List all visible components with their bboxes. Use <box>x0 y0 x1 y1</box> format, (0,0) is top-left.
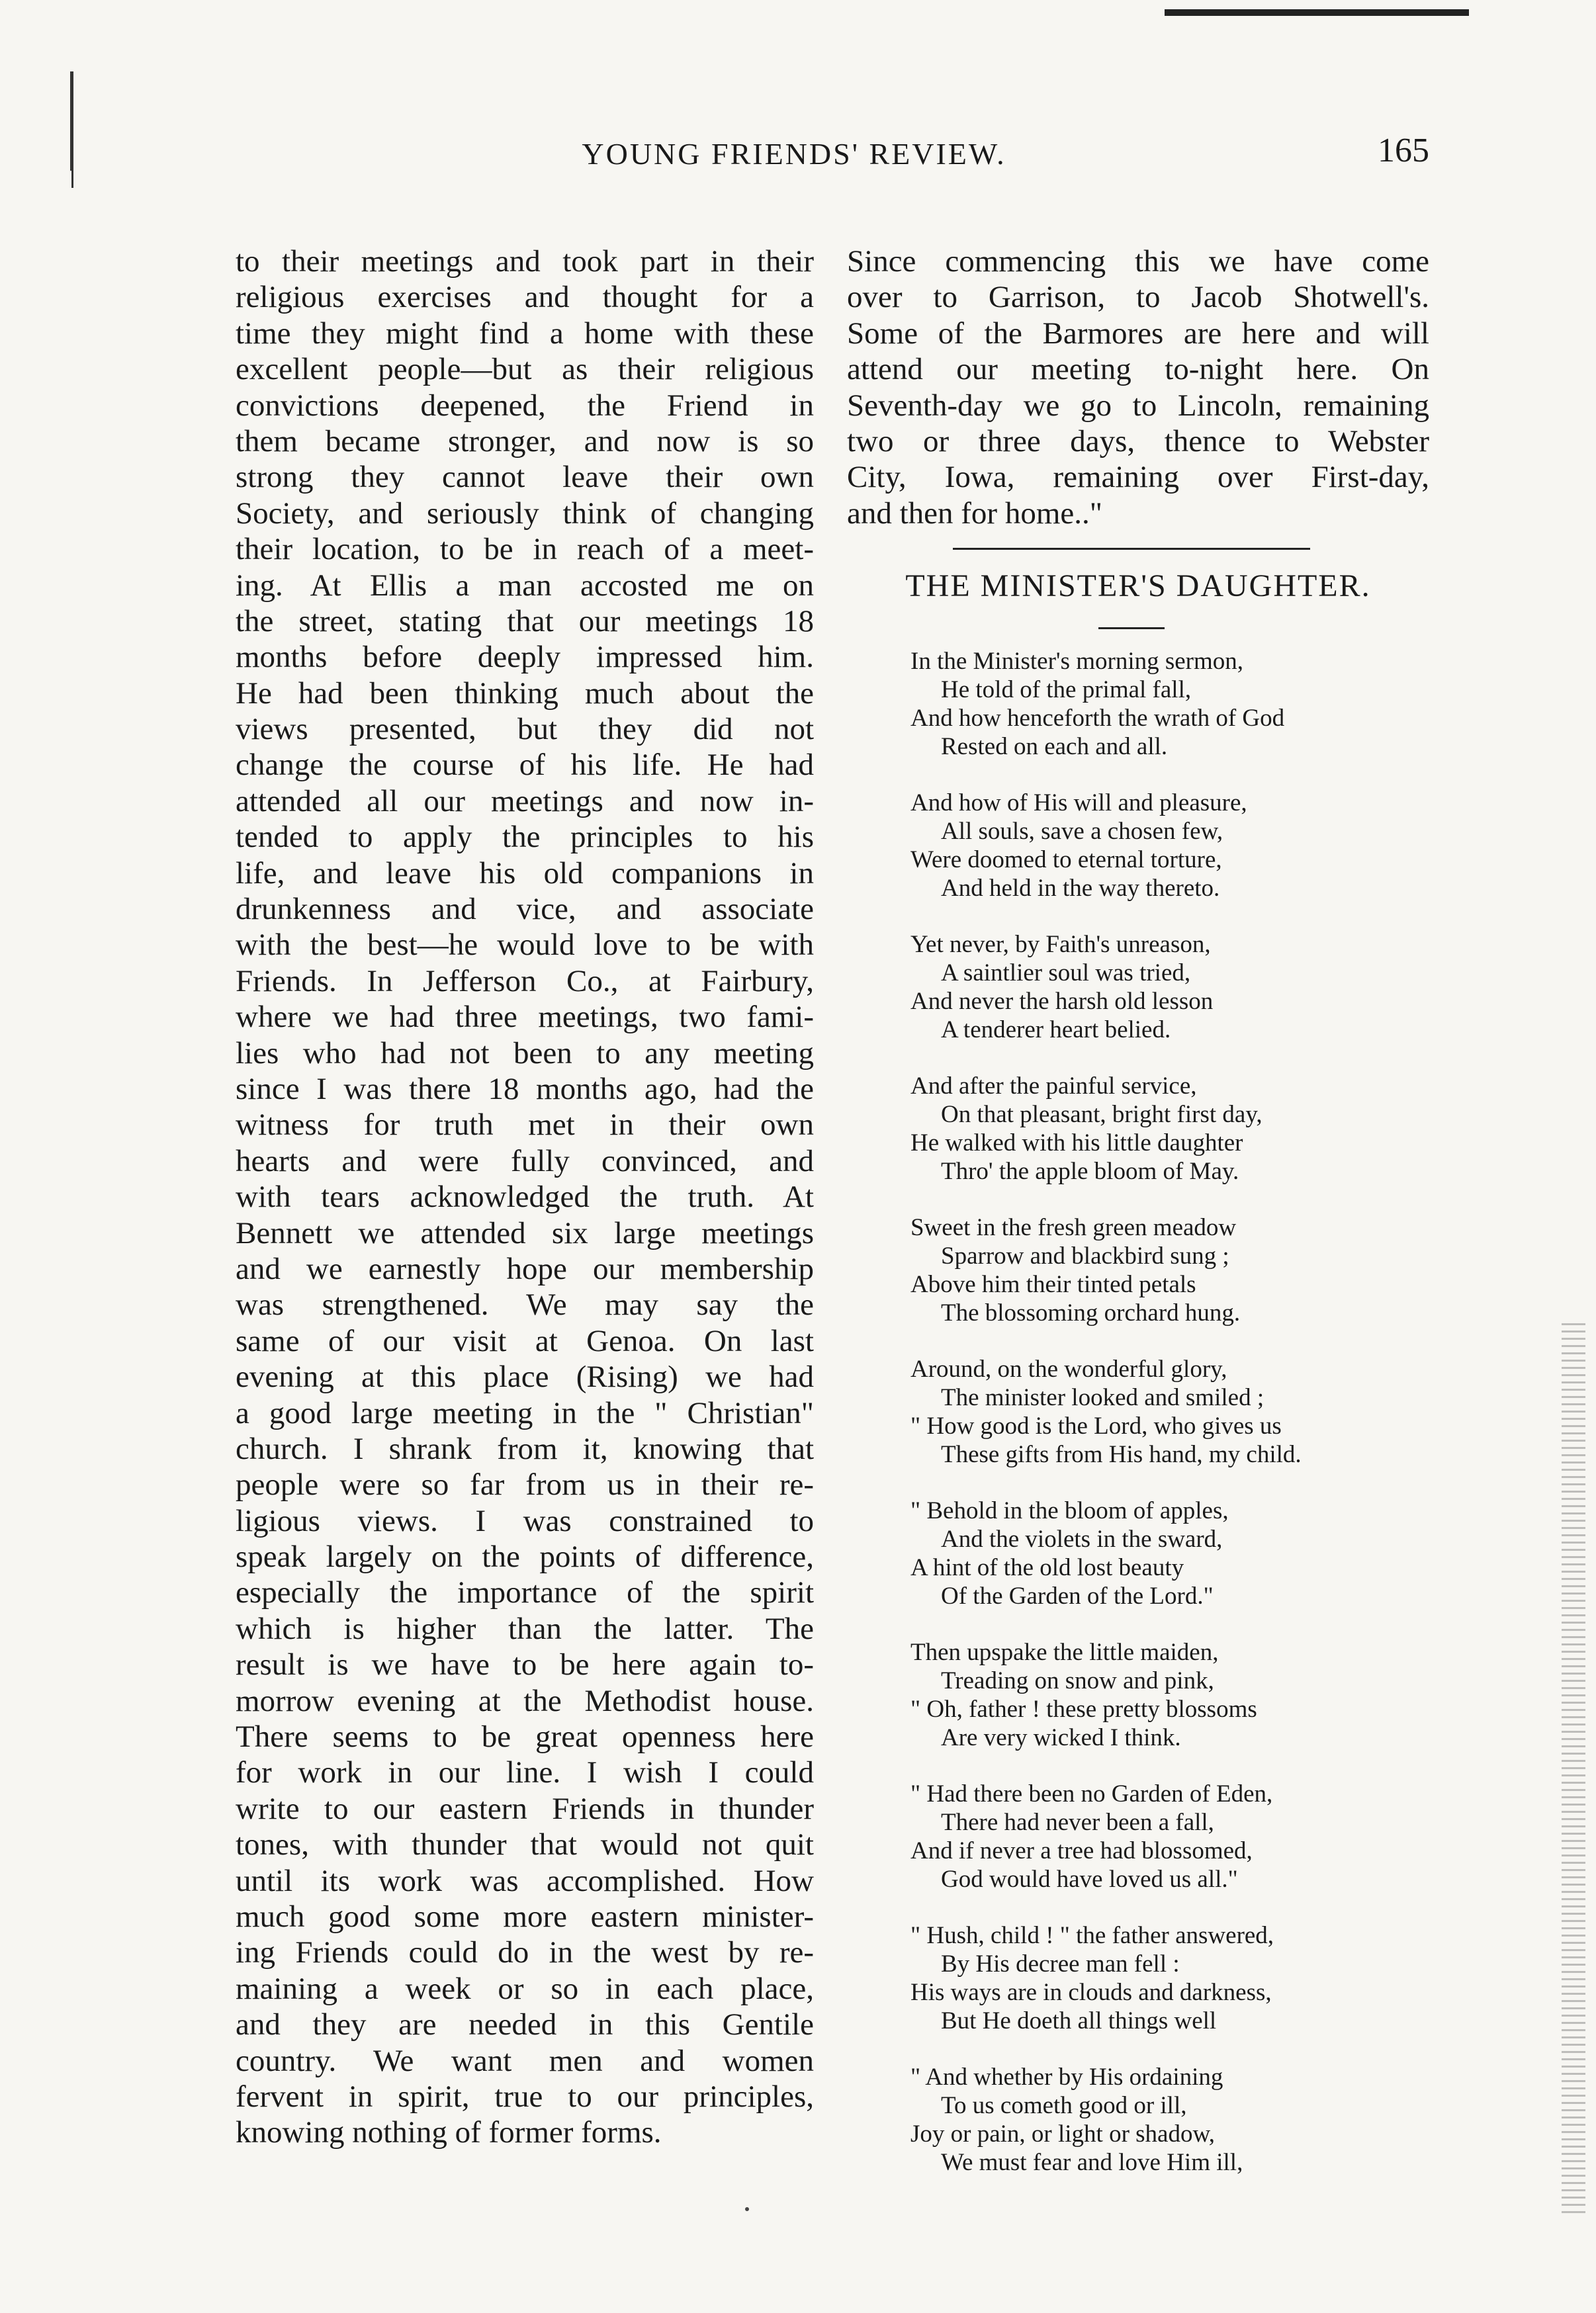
text-line: and they are needed in this Gentile <box>236 2007 814 2042</box>
text-line: drunkenness and vice, and associate <box>236 892 814 927</box>
section-divider <box>953 548 1310 550</box>
poem-line: A saintlier soul was tried, <box>941 959 1191 986</box>
poem-line: Yet never, by Faith's unreason, <box>910 931 1211 958</box>
text-line: ligious views. I was constrained to <box>236 1503 814 1538</box>
poem-line: Then upspake the little maiden, <box>910 1639 1219 1666</box>
text-line: people were so far from us in their re- <box>236 1467 814 1503</box>
poem-line: Treading on snow and pink, <box>941 1667 1214 1694</box>
poem-line: By His decree man fell : <box>941 1950 1180 1978</box>
poem-line: To us cometh good or ill, <box>941 2092 1187 2119</box>
text-line: their location, to be in reach of a meet- <box>236 532 814 567</box>
text-line: and we earnestly hope our membership <box>236 1251 814 1286</box>
text-line: to their meetings and took part in their <box>236 244 814 279</box>
poem-line: In the Minister's morning sermon, <box>910 648 1244 675</box>
poem-line: He told of the primal fall, <box>941 676 1192 703</box>
text-line: where we had three meetings, two fami- <box>236 1000 814 1035</box>
text-line: especially the importance of the spirit <box>236 1575 814 1610</box>
text-line: Society, and seriously think of changing <box>236 496 814 531</box>
poem-line: The blossoming orchard hung. <box>941 1299 1241 1327</box>
running-title: YOUNG FRIENDS' REVIEW. <box>582 137 1006 171</box>
text-line: was strengthened. We may say the <box>236 1287 814 1323</box>
text-line: Friends. In Jefferson Co., at Fairbury, <box>236 963 814 998</box>
scan-speck <box>745 2207 749 2211</box>
text-line: Since commencing this we have come <box>847 244 1429 279</box>
text-line: a good large meeting in the " Christian" <box>236 1395 814 1430</box>
poem-line: We must fear and love Him ill, <box>941 2149 1243 2176</box>
text-line: hearts and were fully convinced, and <box>236 1143 814 1178</box>
text-line: since I was there 18 months ago, had the <box>236 1071 814 1106</box>
text-line: attended all our meetings and now in- <box>236 783 814 818</box>
text-line: maining a week or so in each place, <box>236 1971 814 2006</box>
text-line: excellent people—but as their religious <box>236 352 814 387</box>
poem-line: Joy or pain, or light or shadow, <box>910 2120 1216 2148</box>
left-column <box>236 243 814 2151</box>
scan-edge-artifact <box>1562 1323 1585 2216</box>
poem-line: And after the painful service, <box>910 1072 1197 1100</box>
poem-line: Above him their tinted petals <box>910 1271 1196 1298</box>
text-line: convictions deepened, the Friend in <box>236 388 814 423</box>
title-underline <box>1098 627 1165 629</box>
poem-stanza <box>910 1780 1440 1894</box>
top-rule <box>1165 9 1469 16</box>
text-line: same of our visit at Genoa. On last <box>236 1323 814 1358</box>
text-line: months before deeply impressed him. <box>236 640 814 675</box>
text-line: lies who had not been to any meeting <box>236 1035 814 1070</box>
poem-line: Around, on the wonderful glory, <box>910 1356 1227 1383</box>
poem-line: " And whether by His ordaining <box>910 2064 1223 2091</box>
page-number: 165 <box>1378 132 1429 169</box>
poem-line: Were doomed to eternal torture, <box>910 846 1222 873</box>
text-line: Some of the Barmores are here and will <box>847 316 1429 351</box>
text-line: tended to apply the principles to his <box>236 820 814 855</box>
poem-stanza <box>910 647 1440 761</box>
text-line: over to Garrison, to Jacob Shotwell's. <box>847 280 1429 315</box>
text-line: much good some more eastern minister- <box>236 1899 814 1934</box>
poem-stanza <box>910 1213 1440 1327</box>
text-line: tones, with thunder that would not quit <box>236 1827 814 1862</box>
poem-line: And held in the way thereto. <box>941 875 1220 902</box>
poem-line: And how of His will and pleasure, <box>910 789 1247 816</box>
poem-title: THE MINISTER'S DAUGHTER. <box>905 568 1371 603</box>
text-line: the street, stating that our meetings 18 <box>236 603 814 638</box>
poem-stanza <box>910 789 1440 902</box>
text-line: There seems to be great openness here <box>236 1720 814 1755</box>
text-line: evening at this place (Rising) we had <box>236 1360 814 1395</box>
text-line: with tears acknowledged the truth. At <box>236 1180 814 1215</box>
text-line: speak largely on the points of difference, <box>236 1540 814 1575</box>
poem-line: " Behold in the bloom of apples, <box>910 1497 1229 1524</box>
text-line: write to our eastern Friends in thunder <box>236 1791 814 1826</box>
text-line: attend our meeting to-night here. On <box>847 352 1429 387</box>
text-line: ing. At Ellis a man accosted me on <box>236 568 814 603</box>
poem-line: God would have loved us all." <box>941 1866 1238 1893</box>
text-line: strong they cannot leave their own <box>236 460 814 495</box>
text-line: with the best—he would love to be with <box>236 928 814 963</box>
poem-line: There had never been a fall, <box>941 1809 1214 1836</box>
poem-line: These gifts from His hand, my child. <box>941 1441 1302 1468</box>
text-line: until its work was accomplished. How <box>236 1863 814 1898</box>
text-line: Seventh-day we go to Lincoln, remaining <box>847 388 1429 423</box>
text-line: time they might find a home with these <box>236 316 814 351</box>
poem-line: Sweet in the fresh green meadow <box>910 1214 1237 1241</box>
poem-line: " Had there been no Garden of Eden, <box>910 1780 1273 1808</box>
poem-line: Sparrow and blackbird sung ; <box>941 1243 1229 1270</box>
poem-body <box>910 647 1440 2204</box>
text-line: Bennett we attended six large meetings <box>236 1215 814 1250</box>
text-line: two or three days, thence to Webster <box>847 423 1429 458</box>
text-line: them became stronger, and now is so <box>236 423 814 458</box>
text-line: morrow evening at the Methodist house. <box>236 1683 814 1718</box>
poem-stanza <box>910 1497 1440 1610</box>
poem-line: All souls, save a chosen few, <box>941 818 1223 845</box>
poem-line: The minister looked and smiled ; <box>941 1384 1264 1411</box>
poem-line: " How good is the Lord, who gives us <box>910 1413 1282 1440</box>
poem-line: But He doeth all things well <box>941 2007 1217 2034</box>
poem-stanza <box>910 930 1440 1044</box>
text-line: result is we have to be here again to- <box>236 1647 814 1682</box>
poem-line: And never the harsh old lesson <box>910 988 1214 1015</box>
text-line: life, and leave his old companions in <box>236 855 814 891</box>
poem-line: Of the Garden of the Lord." <box>941 1583 1214 1610</box>
text-line: witness for truth met in their own <box>236 1108 814 1143</box>
poem-line: And the violets in the sward, <box>941 1526 1223 1553</box>
text-line: which is higher than the latter. The <box>236 1611 814 1646</box>
text-line: for work in our line. I wish I could <box>236 1755 814 1790</box>
poem-line: Thro' the apple bloom of May. <box>941 1158 1239 1185</box>
poem-line: And how henceforth the wrath of God <box>910 705 1285 732</box>
poem-line: A hint of the old lost beauty <box>910 1554 1184 1581</box>
poem-stanza <box>910 1638 1440 1752</box>
text-line: religious exercises and thought for a <box>236 280 814 315</box>
text-line: and then for home.." <box>847 496 1102 531</box>
right-column-letter <box>847 243 1429 531</box>
poem-line: " Oh, father ! these pretty blossoms <box>910 1696 1257 1723</box>
text-line: He had been thinking much about the <box>236 676 814 711</box>
poem-line: His ways are in clouds and darkness, <box>910 1979 1272 2006</box>
poem-stanza <box>910 1355 1440 1469</box>
text-line: knowing nothing of former forms. <box>236 2115 662 2150</box>
poem-line: Rested on each and all. <box>941 733 1168 760</box>
margin-mark <box>71 151 73 188</box>
poem-line: And if never a tree had blossomed, <box>910 1837 1253 1864</box>
text-line: ing Friends could do in the west by re- <box>236 1935 814 1970</box>
text-line: church. I shrank from it, knowing that <box>236 1431 814 1466</box>
poem-line: On that pleasant, bright first day, <box>941 1101 1263 1128</box>
poem-line: " Hush, child ! " the father answered, <box>910 1922 1274 1949</box>
text-line: views presented, but they did not <box>236 712 814 747</box>
text-line: country. We want men and women <box>236 2043 814 2078</box>
text-line: fervent in spirit, true to our principles, <box>236 2079 814 2114</box>
poem-line: A tenderer heart belied. <box>941 1016 1171 1043</box>
poem-line: Are very wicked I think. <box>941 1724 1181 1751</box>
text-line: City, Iowa, remaining over First-day, <box>847 460 1429 495</box>
poem-line: He walked with his little daughter <box>910 1129 1243 1156</box>
text-line: change the course of his life. He had <box>236 748 814 783</box>
poem-stanza <box>910 2063 1440 2177</box>
poem-stanza <box>910 1072 1440 1186</box>
poem-stanza <box>910 1921 1440 2035</box>
